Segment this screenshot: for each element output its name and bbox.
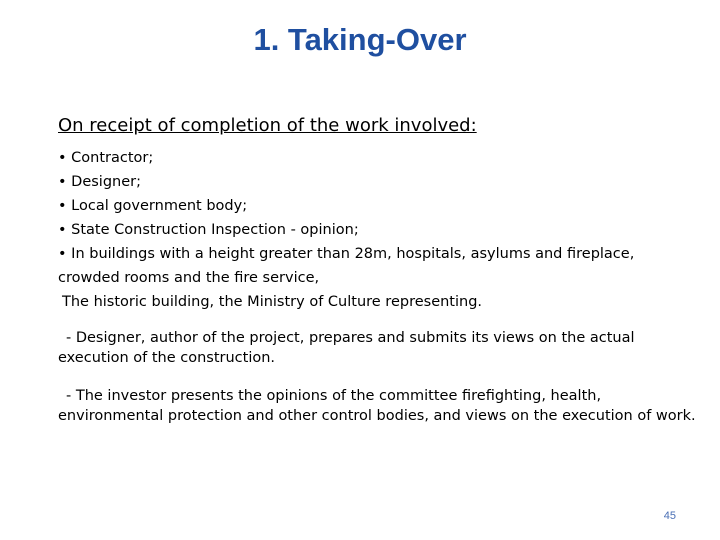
investor-paragraph: [58, 386, 698, 426]
designer-text: , author of the project, prepares and submits its views on the actual execution of the construction.: [58, 330, 635, 366]
investor-term: - The investor: [66, 388, 167, 404]
list-item-continuation: The historic building, the Ministry of Culture representing.: [62, 294, 483, 310]
investor-text: presents the opinions of the committee firefighting, health, environmental protection and other control bodies, and views on the execution of work.: [58, 388, 696, 424]
list-item: • Local government body;: [58, 198, 248, 214]
slide-content: [58, 114, 698, 426]
page-number: 45: [663, 510, 676, 522]
stakeholder-list: [58, 146, 698, 290]
section-heading: On receipt of completion of the work involved:: [58, 115, 477, 136]
list-item: • Designer;: [58, 174, 141, 190]
list-item: • Contractor;: [58, 150, 154, 166]
designer-paragraph: [58, 328, 698, 368]
list-item: • In buildings with a height greater than 28m, hospitals, asylums and fireplace, crowded rooms and the fire service,: [58, 246, 635, 286]
slide-title: 1. Taking-Over: [253, 22, 467, 57]
designer-term: - Designer: [66, 330, 141, 346]
list-item: • State Construction Inspection - opinion;: [58, 222, 359, 238]
